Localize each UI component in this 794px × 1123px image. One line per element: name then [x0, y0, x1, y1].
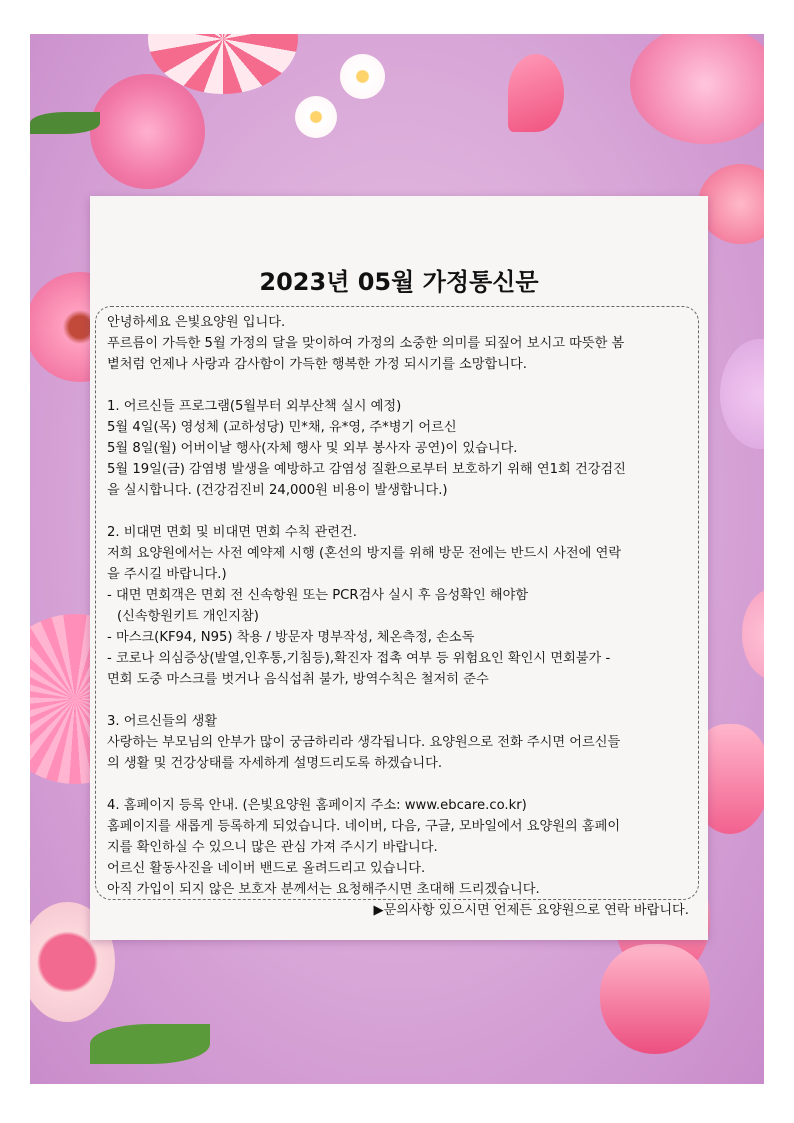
tulip-decoration-bottom: [600, 944, 710, 1054]
section-line: - 대면 면회객은 면회 전 신속항원 또는 PCR검사 실시 후 음성확인 해야함: [107, 588, 529, 603]
section-line: 면회 도중 마스크를 벗거나 음식섭취 불가, 방역수칙은 철저히 준수: [107, 672, 489, 687]
greeting-line: 볕처럼 언제나 사랑과 감사함이 가득한 행복한 가정 되시기를 소망합니다.: [107, 357, 527, 372]
section-line: 5월 19일(금) 감염병 발생을 예방하고 감염성 질환으로부터 보호하기 위해 연1회 건강검진: [107, 462, 626, 477]
section-line: 어르신 활동사진을 네이버 밴드로 올려드리고 있습니다.: [107, 861, 426, 876]
page-title: 2023년 05월 가정통신문: [259, 268, 539, 296]
white-flower-decoration: [340, 54, 385, 99]
notice-body: [107, 312, 691, 921]
section-line: - 마스크(KF94, N95) 착용 / 방문자 명부작성, 체온측정, 손소독: [107, 630, 475, 645]
macaron-decoration: [720, 339, 764, 449]
white-flower-decoration-small: [295, 96, 337, 138]
leaf-decoration: [90, 1024, 210, 1064]
section-line: - 코로나 의심증상(발열,인후통,기침등),확진자 접촉 여부 등 위험요인 확인시 면회불가 -: [107, 651, 611, 666]
section-heading: 3. 어르신들의 생활: [107, 714, 218, 729]
section-line: 5월 4일(목) 영성체 (교하성당) 민*채, 유*영, 주*병기 어르신: [107, 420, 457, 435]
section-line: 홈페이지를 새롭게 등록하게 되었습니다. 네이버, 다음, 구글, 모바일에서 요양원의 홈페이: [107, 819, 621, 834]
section-line: 사랑하는 부모님의 안부가 많이 궁금하리라 생각됩니다. 요양원으로 전화 주시면 어르신들: [107, 735, 621, 750]
greeting-line: 안녕하세요 은빛요양원 입니다.: [107, 315, 286, 330]
greeting-line: 푸르름이 가득한 5월 가정의 달을 맞이하여 가정의 소중한 의미를 되짚어 보시고 따뜻한 봄: [107, 336, 625, 351]
closing-note: ▶문의사항 있으시면 언제든 요양원으로 연락 바랍니다.: [373, 903, 689, 918]
section-line: 의 생활 및 건강상태를 자세하게 설명드리도록 하겠습니다.: [107, 756, 443, 771]
leaf-decoration-top-left: [30, 112, 100, 134]
section-line: 을 주시길 바랍니다.): [107, 567, 227, 582]
flower-decoration-right-middle: [742, 589, 764, 679]
section-line: (신속항원키트 개인지참): [117, 609, 259, 624]
flower-decoration-top-left: [90, 74, 205, 189]
petal-decoration: [508, 54, 564, 132]
section-line: 지를 확인하실 수 있으니 많은 관심 가져 주시기 바랍니다.: [107, 840, 438, 855]
flower-decoration-top-right: [630, 34, 764, 144]
section-line: 을 실시합니다. (건강검진비 24,000원 비용이 발생합니다.): [107, 483, 448, 498]
section-heading: 2. 비대면 면회 및 비대면 면회 수칙 관련건.: [107, 525, 357, 540]
section-line: 저희 요양원에서는 사전 예약제 시행 (혼선의 방지를 위해 방문 전에는 반드시 사전에 연락: [107, 546, 622, 561]
section-line: 5월 8일(월) 어버이날 행사(자체 행사 및 외부 봉사자 공연)이 있습니다.: [107, 441, 518, 456]
section-heading: 1. 어르신들 프로그램(5월부터 외부산책 실시 예정): [107, 399, 402, 414]
section-line: 아직 가입이 되지 않은 보호자 분께서는 요청해주시면 초대해 드리겠습니다.: [107, 882, 540, 897]
section-heading: 4. 홈페이지 등록 안내. (은빛요양원 홈페이지 주소: www.ebcare.co.kr): [107, 798, 527, 813]
